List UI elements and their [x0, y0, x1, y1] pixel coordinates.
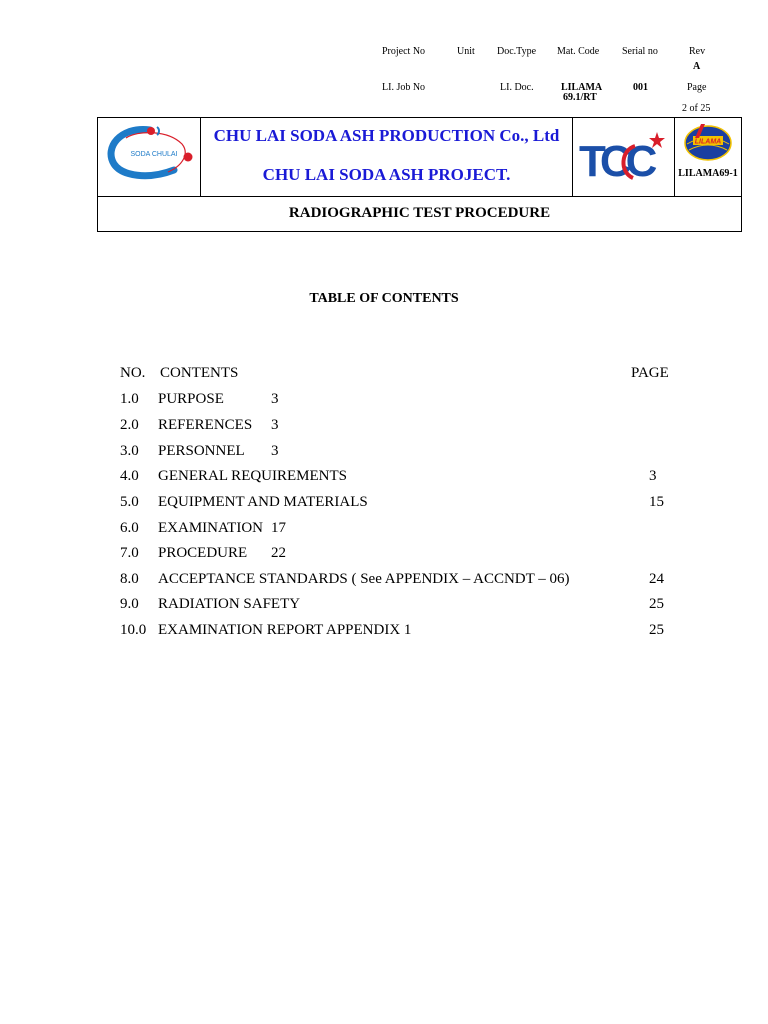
divider — [98, 196, 741, 197]
meta-project-no-label: Project No — [382, 46, 426, 57]
toc-row-text: GENERAL REQUIREMENTS — [158, 468, 348, 484]
toc-col-contents: CONTENTS — [160, 365, 239, 381]
toc-row-no: 1.0 — [120, 391, 139, 407]
meta-mat-code-value-2: 69.1/RT — [563, 92, 597, 103]
header-table — [97, 117, 742, 232]
toc-row-page: 22 — [271, 545, 286, 561]
toc-row-page: 3 — [649, 468, 657, 484]
lilama-logo — [675, 118, 741, 196]
meta-mat-code-value-1: LILAMA — [561, 82, 603, 93]
toc-row-no: 3.0 — [120, 443, 139, 459]
meta-doc-type-label: Doc.Type — [497, 46, 537, 57]
document-title: RADIOGRAPHIC TEST PROCEDURE — [288, 205, 551, 221]
lilama-code: LILAMA69-1 — [678, 168, 738, 179]
toc-row-page: 3 — [271, 443, 279, 459]
toc-row-text: PURPOSE — [158, 391, 224, 407]
toc-row-text: REFERENCES — [158, 417, 253, 433]
lilama-logo-icon — [675, 118, 741, 166]
toc-row-text: EXAMINATION — [158, 520, 263, 536]
toc-title: TABLE OF CONTENTS — [309, 291, 459, 306]
toc-row-text: RADIATION SAFETY — [158, 596, 301, 612]
meta-page-label: Page — [687, 82, 707, 93]
meta-page-value: 2 of 25 — [682, 103, 711, 114]
soda-chulai-logo-icon — [98, 118, 200, 196]
toc-row-page: 15 — [649, 494, 664, 510]
toc-row-no: 10.0 — [120, 622, 147, 638]
logo-left-text: SODA CHULAI — [130, 151, 178, 158]
toc-row-no: 4.0 — [120, 468, 139, 484]
toc-row-page: 24 — [649, 571, 664, 587]
tcc-logo-icon — [573, 118, 674, 196]
toc-row-text: ACCEPTANCE STANDARDS ( See APPENDIX – ACCNDT – 06) — [158, 571, 570, 587]
project-name: CHU LAI SODA ASH PROJECT. — [262, 165, 511, 184]
toc-row-no: 8.0 — [120, 571, 139, 587]
meta-job-no-label: LI. Job No — [382, 82, 426, 93]
meta-unit-label: Unit — [457, 46, 475, 57]
logo-tcc-text: TCC — [579, 137, 652, 186]
meta-rev-label: Rev — [689, 46, 706, 57]
toc-row-page: 25 — [649, 622, 664, 638]
toc-row-page: 25 — [649, 596, 664, 612]
toc-row-text: EQUIPMENT AND MATERIALS — [158, 494, 368, 510]
toc-row-page: 17 — [271, 520, 286, 536]
toc-row-text: EXAMINATION REPORT APPENDIX 1 — [158, 622, 412, 638]
toc-row-no: 2.0 — [120, 417, 139, 433]
toc-row-no: 6.0 — [120, 520, 139, 536]
meta-serial-value: 001 — [633, 82, 648, 93]
toc-row-page: 3 — [271, 391, 279, 407]
toc-row-no: 7.0 — [120, 545, 139, 561]
soda-chulai-logo — [98, 118, 200, 196]
toc-col-no: NO. — [120, 365, 146, 381]
meta-serial-no-label: Serial no — [622, 46, 658, 57]
company-name: CHU LAI SODA ASH PRODUCTION Co., Ltd — [213, 126, 560, 145]
toc-row-text: PROCEDURE — [158, 545, 248, 561]
meta-li-doc-label: LI. Doc. — [500, 82, 534, 93]
toc-row-page: 3 — [271, 417, 279, 433]
tcc-logo — [573, 118, 674, 196]
logo-lilama-text: LILAMA — [694, 138, 722, 146]
toc-col-page: PAGE — [631, 365, 669, 381]
meta-mat-code-label: Mat. Code — [557, 46, 600, 57]
toc-row-text: PERSONNEL — [158, 443, 245, 459]
toc-row-no: 9.0 — [120, 596, 139, 612]
toc-row-no: 5.0 — [120, 494, 139, 510]
meta-rev-value: A — [693, 61, 701, 72]
